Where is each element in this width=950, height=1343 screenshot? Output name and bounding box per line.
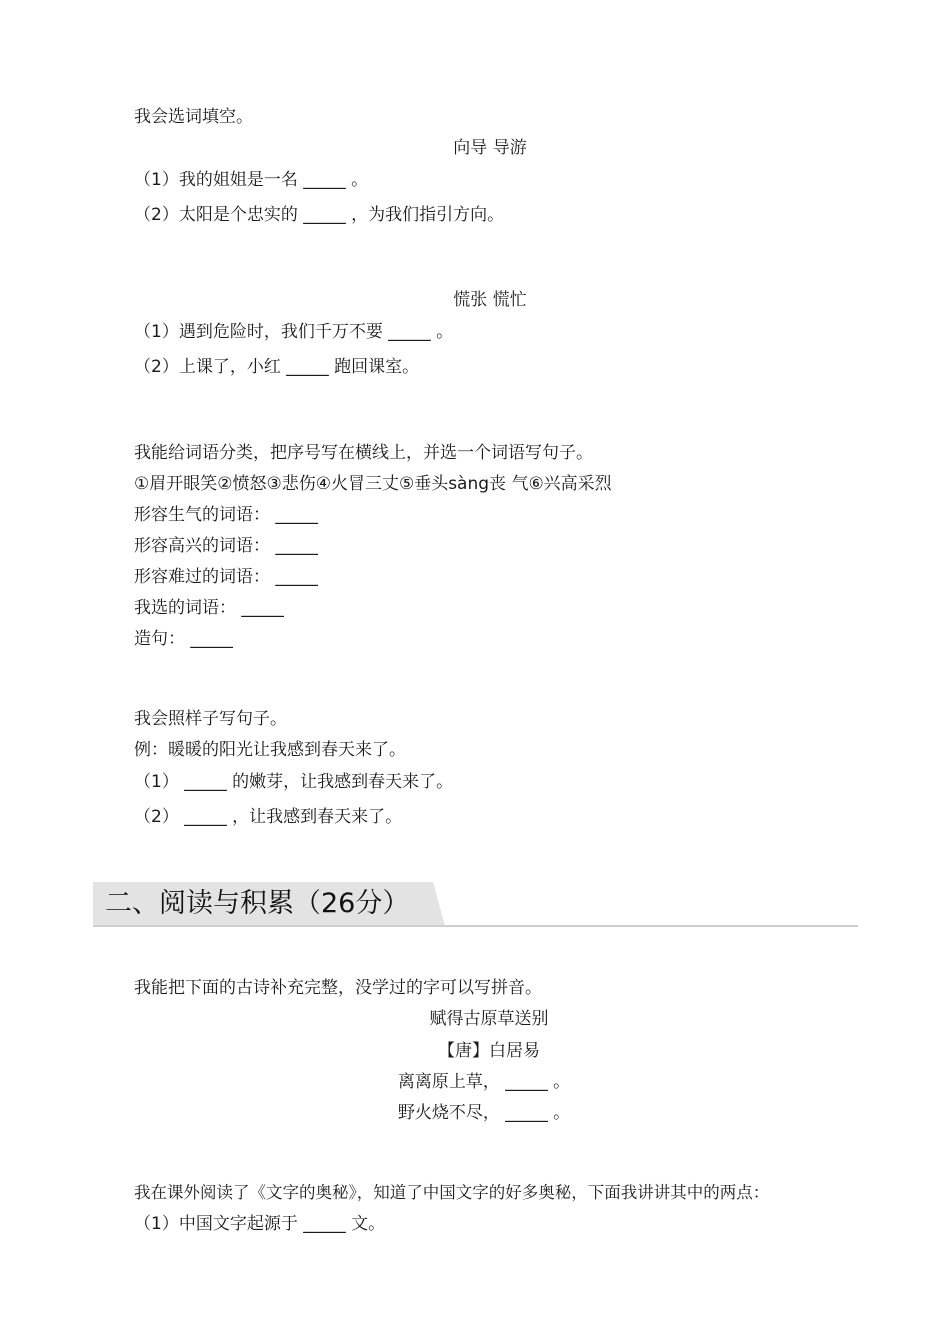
q2-item-sentence: 造句： _____ [134, 629, 233, 649]
q1-group2-item-2: （2）上课了，小红 _____ 跑回课室。 [134, 357, 420, 377]
q1-group1-item-2: （2）太阳是个忠实的 _____ ，为我们指引方向。 [134, 205, 505, 225]
q2-item-chosen-word: 我选的词语： _____ [134, 598, 284, 618]
q1-group2-item-1: （1）遇到危险时，我们千万不要 _____ 。 [134, 322, 454, 342]
q4-instruction: 我能把下面的古诗补充完整，没学过的字可以写拼音。 [134, 978, 542, 998]
q2-item-sad: 形容难过的词语： _____ [134, 567, 318, 587]
poem-author: 【唐】白居易 [438, 1041, 540, 1061]
poem-line-1: 离离原上草， _____ 。 [397, 1072, 571, 1092]
poem-title: 赋得古原草送别 [429, 1009, 549, 1029]
q1-group1-item-1: （1）我的姐姐是一名 _____ 。 [134, 170, 369, 190]
q1-group1-options: 向导 导游 [453, 138, 527, 158]
q5-item-1: （1）中国文字起源于 _____ 文。 [134, 1214, 386, 1234]
section-2-title: 二、阅读与积累（26分） [105, 888, 410, 919]
q2-item-angry: 形容生气的词语： _____ [134, 505, 318, 525]
q1-group2-options: 慌张 慌忙 [453, 290, 527, 310]
q2-instruction: 我能给词语分类，把序号写在横线上，并选一个词语写句子。 [134, 443, 593, 463]
section-2-divider [93, 925, 858, 927]
q5-instruction: 我在课外阅读了《文字的奥秘》，知道了中国文字的好多奥秘，下面我讲讲其中的两点： [134, 1183, 770, 1202]
q2-word-list: ①眉开眼笑②愤怒③悲伤④火冒三丈⑤垂头sàng丧 气⑥兴高采烈 [134, 474, 612, 494]
q3-instruction: 我会照样子写句子。 [134, 709, 287, 729]
q3-item-1: （1） _____ 的嫩芽，让我感到春天来了。 [134, 772, 454, 792]
q3-item-2: （2） _____ ，让我感到春天来了。 [134, 807, 403, 827]
poem-line-2: 野火烧不尽， _____ 。 [397, 1103, 571, 1123]
q1-instruction: 我会选词填空。 [134, 107, 253, 127]
q3-example: 例：暖暖的阳光让我感到春天来了。 [134, 740, 406, 760]
q2-item-happy: 形容高兴的词语： _____ [134, 536, 318, 556]
section-2-banner [93, 882, 858, 928]
